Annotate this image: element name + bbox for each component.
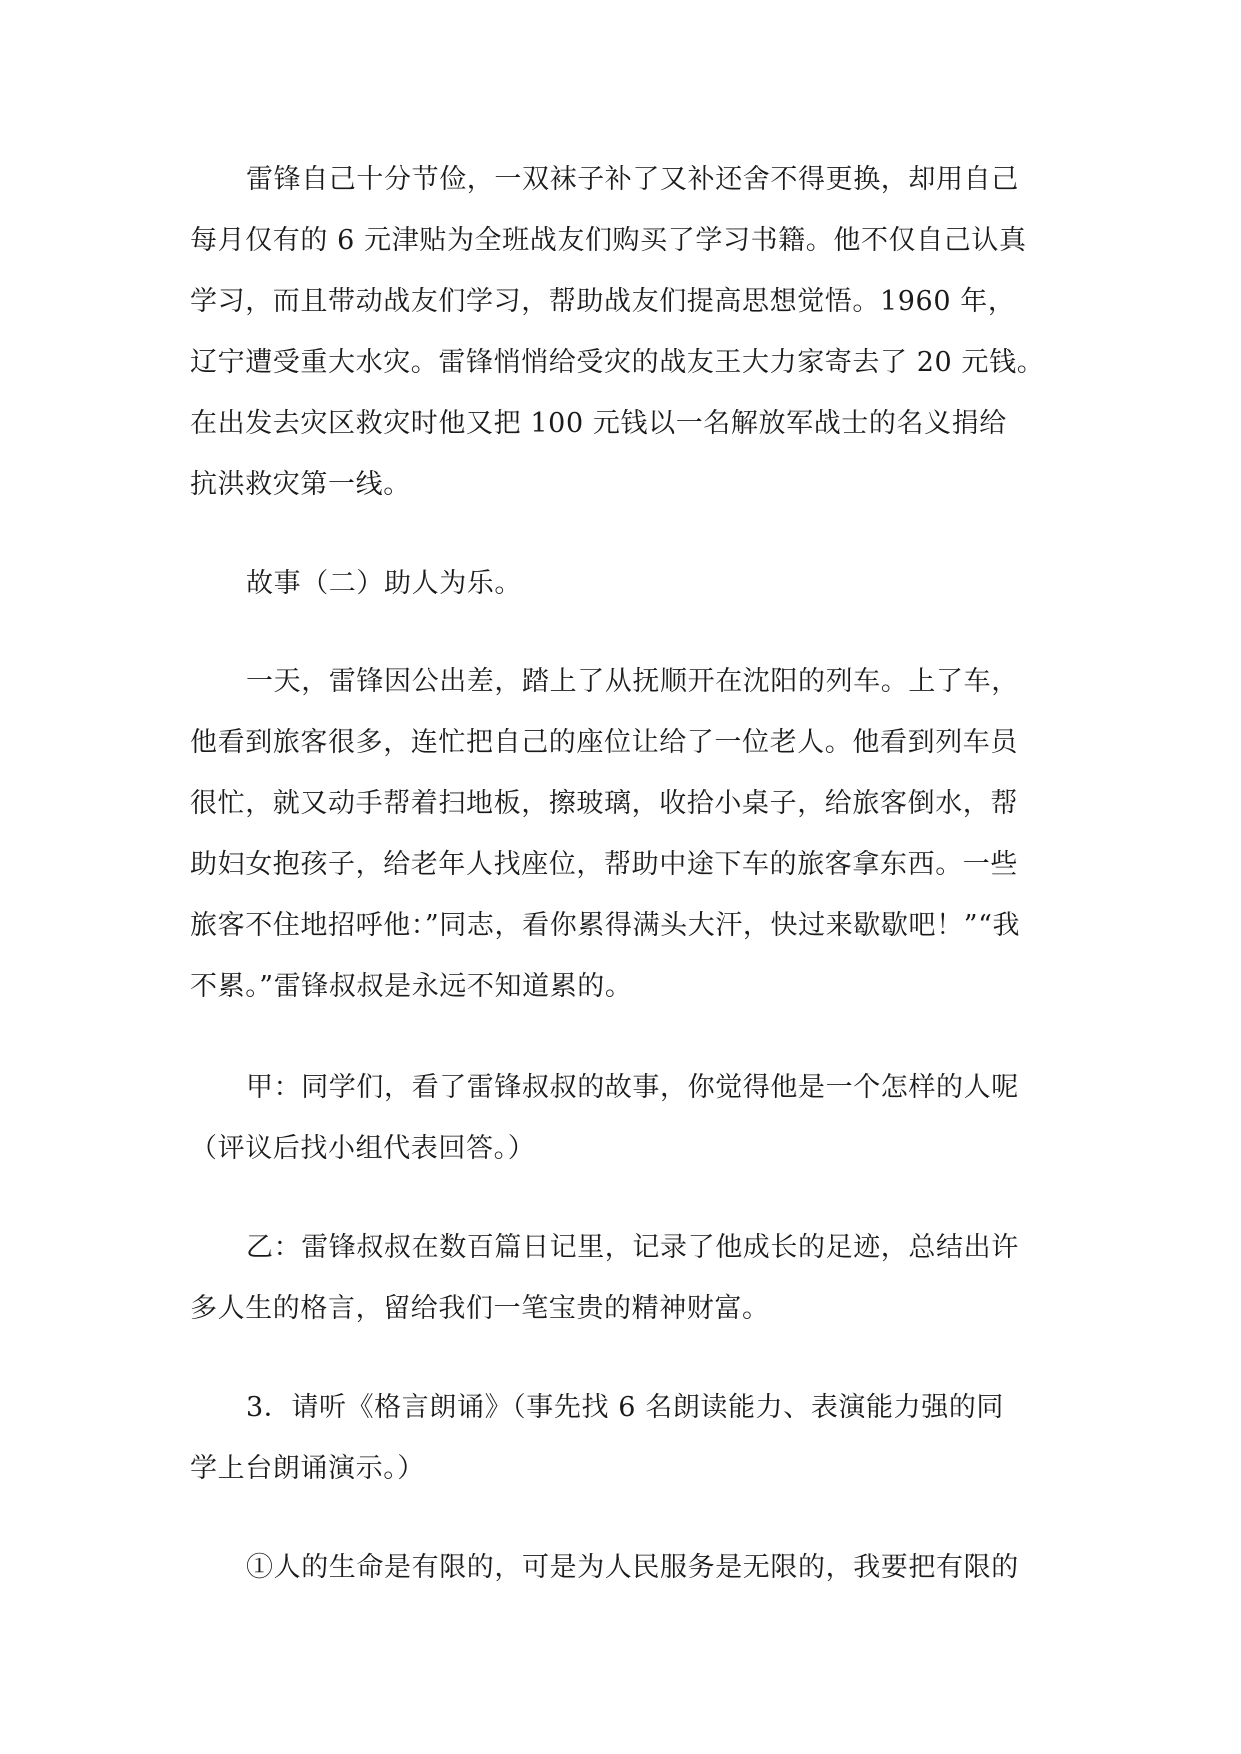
- paragraph-yi-diary: [190, 1217, 1054, 1339]
- paragraph-jia-question: [190, 1057, 1054, 1179]
- text-line: 在出发去灾区救灾时他又把 100 元钱以一名解放军战士的名义捐给: [190, 408, 1007, 439]
- text-line: 多人生的格言，留给我们一笔宝贵的精神财富。: [190, 1293, 770, 1324]
- story-heading: [190, 553, 1054, 614]
- text-line: 学习，而且带动战友们学习，帮助战友们提高思想觉悟。1960 年，: [190, 286, 1016, 317]
- text-line: 助妇女抱孩子，给老年人找座位，帮助中途下车的旅客拿东西。一些: [190, 849, 1018, 880]
- text-line: 很忙，就又动手帮着扫地板，擦玻璃，收拾小桌子，给旅客倒水，帮: [190, 788, 1018, 819]
- paragraph-motto-recital: [190, 1377, 1054, 1499]
- text-line: 一天，雷锋因公出差，踏上了从抚顺开在沈阳的列车。上了车，: [246, 666, 1019, 697]
- text-line: 故事（二）助人为乐。: [246, 568, 522, 599]
- text-line: 乙：雷锋叔叔在数百篇日记里，记录了他成长的足迹，总结出许: [246, 1232, 1019, 1263]
- text-line: 辽宁遭受重大水灾。雷锋悄悄给受灾的战友王大力家寄去了 20 元钱。: [190, 347, 1045, 378]
- text-line: （评议后找小组代表回答。）: [190, 1133, 536, 1164]
- text-line: 每月仅有的 6 元津贴为全班战友们购买了学习书籍。他不仅自己认真: [190, 225, 1027, 256]
- paragraph-train-story: [190, 651, 1054, 1017]
- text-line: 旅客不住地招呼他：”同志，看你累得满头大汗，快过来歇歇吧！”“我: [190, 910, 1021, 941]
- text-line: 不累。”雷锋叔叔是永远不知道累的。: [190, 971, 633, 1002]
- text-line: 甲：同学们，看了雷锋叔叔的故事，你觉得他是一个怎样的人呢: [246, 1072, 1019, 1103]
- text-line: ①人的生命是有限的，可是为人民服务是无限的，我要把有限的: [246, 1552, 1019, 1583]
- text-line: 雷锋自己十分节俭，一双袜子补了又补还舍不得更换，却用自己: [246, 164, 1019, 195]
- text-line: 他看到旅客很多，连忙把自己的座位让给了一位老人。他看到列车员: [190, 727, 1018, 758]
- paragraph-frugality: [190, 149, 1054, 515]
- text-line: 抗洪救灾第一线。: [190, 469, 411, 500]
- text-line: 学上台朗诵演示。）: [190, 1453, 425, 1484]
- text-line: 3．请听《格言朗诵》（事先找 6 名朗读能力、表演能力强的同: [246, 1392, 1005, 1423]
- paragraph-motto-one: [190, 1537, 1054, 1598]
